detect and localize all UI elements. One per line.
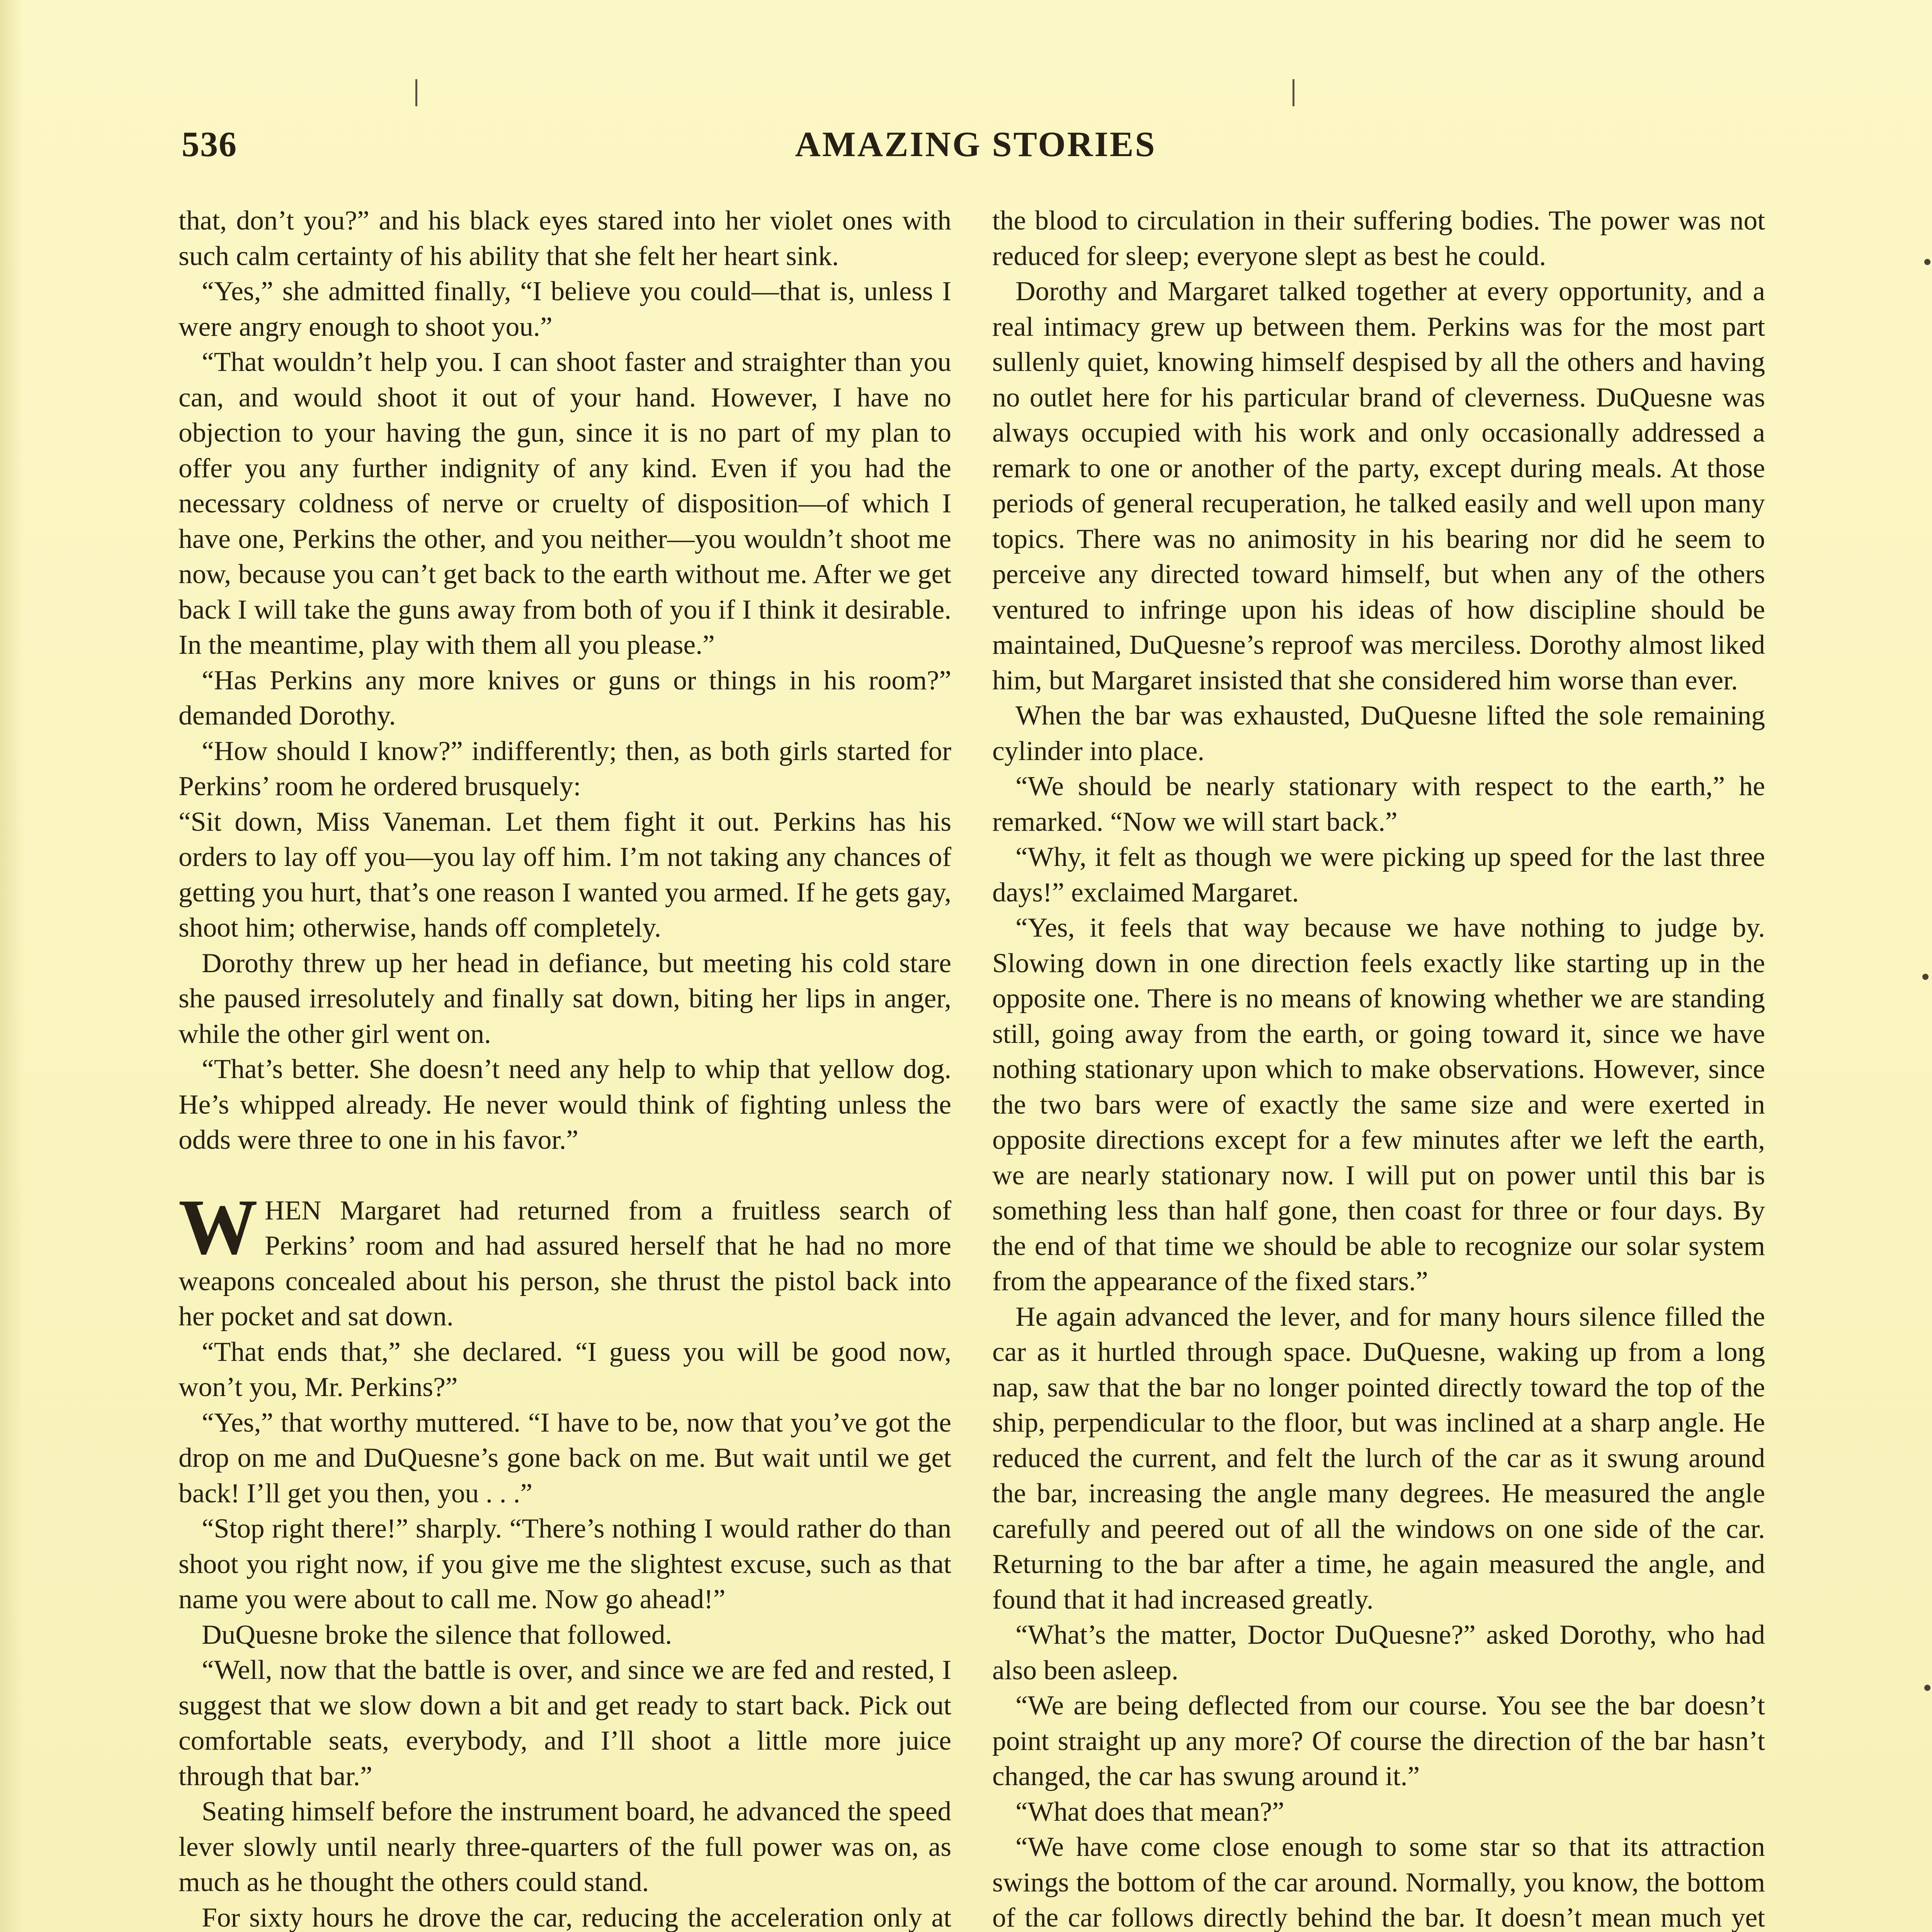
drop-cap: W <box>179 1183 258 1271</box>
binding-shadow <box>0 0 23 1932</box>
paragraph: “What does that mean?” <box>1015 1796 1284 1827</box>
paragraph: “What’s the matter, Doctor DuQuesne?” asked Dorothy, who had also been asleep. <box>992 1619 1765 1685</box>
paragraph: “We should be nearly stationary with respect to the earth,” he remarked. “Now we will start back.” <box>992 771 1765 837</box>
paragraph: When the bar was exhausted, DuQuesne lifted the sole remaining cylinder into place. <box>992 700 1765 766</box>
running-header <box>182 124 1770 178</box>
paragraph: the blood to circulation in their suffering bodies. The power was not reduced for sleep; everyone slept as best he could. <box>992 205 1765 271</box>
paragraph: “Well, now that the battle is over, and since we are fed and rested, I suggest that we slow down a bit and get ready to start back. Pick out comfortable seats, everybody, and I’ll shoot a little more juice through that bar.” <box>179 1655 951 1791</box>
left-text-column <box>179 203 951 1932</box>
scan-tick-mark <box>415 79 417 106</box>
scan-speck <box>1924 259 1930 265</box>
scan-speck <box>1924 1685 1930 1691</box>
magazine-title: AMAZING STORIES <box>795 124 1156 164</box>
right-text-column <box>992 203 1765 1932</box>
paragraph: “Has Perkins any more knives or guns or things in his room?” demanded Dorothy. <box>179 665 951 731</box>
paragraph: “That wouldn’t help you. I can shoot faster and straighter than you can, and would shoot it out of your hand. However, I have no objection to your having the gun, since it is no part of my plan to offer you any further indignity of any kind. Even if you had the necessary coldness of nerve or cruelty of disposition—of which I have one, Perkins the other, and you neither—you wouldn’t shoot me now, because you can’t get back to the earth without me. After we get back I will take the guns away from both of you if I think it desirable. In the meantime, play with them all you please.” <box>179 347 951 660</box>
paragraph: “We are being deflected from our course. You see the bar doesn’t point straight up any more? Of course the direction of the bar hasn’t changed, the car has swung around it.” <box>992 1690 1765 1791</box>
paragraph: “Sit down, Miss Vaneman. Let them fight it out. Perkins has his orders to lay off you—you lay off him. I’m not taking any chances of getting you hurt, that’s one reason I wanted you armed. If he gets gay, shoot him; otherwise, hands off completely. <box>179 806 951 943</box>
page-number: 536 <box>182 124 237 164</box>
paragraph: that, don’t you?” and his black eyes stared into her violet ones with such calm certainty of his ability that she felt her heart sink. <box>179 205 951 271</box>
paragraph: “That’s better. She doesn’t need any help to whip that yellow dog. He’s whipped already. He never would think of fighting unless the odds were three to one in his favor.” <box>179 1054 951 1155</box>
paragraph: “That ends that,” she declared. “I guess you will be good now, won’t you, Mr. Perkins?” <box>179 1336 951 1402</box>
scan-tick-mark <box>1293 79 1294 106</box>
paragraph: “How should I know?” indifferently; then, as both girls started for Perkins’ room he ordered brusquely: <box>179 735 951 801</box>
paragraph: “Yes, it feels that way because we have nothing to judge by. Slowing down in one direction feels exactly like starting up in the opposite one. There is no means of knowing whether we are standing still, going away from the earth, or going toward it, since we have nothing stationary upon which to make observations. However, since the two bars were of exactly the same size and were exerted in opposite directions except for a few minutes after we left the earth, we are nearly stationary now. I will put on power until this bar is something less than half gone, then coast for three or four days. By the end of that time we should be able to recognize our solar system from the appearance of the fixed stars.” <box>992 912 1765 1296</box>
paragraph: “We have come close enough to some star so that its attraction swings the bottom of the car around. Normally, you know, the bottom of the car follows directly behind the bar. It doesn’t mean much yet <box>992 1832 1765 1932</box>
paragraph: “Stop right there!” sharply. “There’s nothing I would rather do than shoot you right now, if you give me the slightest excuse, such as that name you were about to call me. Now go ahead!” <box>179 1513 951 1614</box>
scan-speck <box>1922 974 1929 980</box>
section-opening-paragraph <box>179 1183 951 1334</box>
paragraph: Seating himself before the instrument board, he advanced the speed lever slowly until nearly three-quarters of the full power was on, as much as he thought the others could stand. <box>179 1796 951 1897</box>
paragraph: Dorothy threw up her head in defiance, but meeting his cold stare she paused irresolutely and finally sat down, biting her lips in anger, while the other girl went on. <box>179 947 951 1049</box>
paragraph: Dorothy and Margaret talked together at every opportunity, and a real intimacy grew up between them. Perkins was for the most part sullenly quiet, knowing himself despised by all the others and having no outlet here for his particular brand of cleverness. DuQuesne was always occupied with his work and only occasionally addressed a remark to one or another of the party, except during meals. At those periods of general recuperation, he talked easily and well upon many topics. There was no animosity in his bearing nor did he seem to perceive any directed toward himself, but when any of the others ventured to infringe upon his ideas of how discipline should be maintained, DuQuesne’s reproof was merciless. Dorothy almost liked him, but Margaret insisted that she considered him worse than ever. <box>992 276 1765 696</box>
paragraph: “Yes,” that worthy muttered. “I have to be, now that you’ve got the drop on me and DuQuesne’s gone back on me. But wait until we get back! I’ll get you then, you . . .” <box>179 1407 951 1509</box>
paragraph: DuQuesne broke the silence that followed. <box>202 1619 672 1650</box>
paragraph: For sixty hours he drove the car, reducing the acceleration only at <box>202 1902 951 1932</box>
paragraph: He again advanced the lever, and for many hours silence filled the car as it hurtled through space. DuQuesne, waking up from a long nap, saw that the bar no longer pointed directly toward the top of the ship, perpendicular to the floor, but was inclined at a sharp angle. He reduced the current, and felt the lurch of the car as it swung around the bar, increasing the angle many degrees. He measured the angle carefully and peered out of all the windows on one side of the car. Returning to the bar after a time, he again measured the angle, and found that it had increased greatly. <box>992 1301 1765 1615</box>
paragraph: “Why, it felt as though we were picking up speed for the last three days!” exclaimed Margaret. <box>992 842 1765 908</box>
paragraph-text: HEN Margaret had returned from a fruitless search of Perkins’ room and had assured herself that he had no more weapons concealed about his person, she thrust the pistol back into her pocket and sat down. <box>179 1195 951 1332</box>
paragraph: “Yes,” she admitted finally, “I believe you could—that is, unless I were angry enough to shoot you.” <box>179 276 951 342</box>
